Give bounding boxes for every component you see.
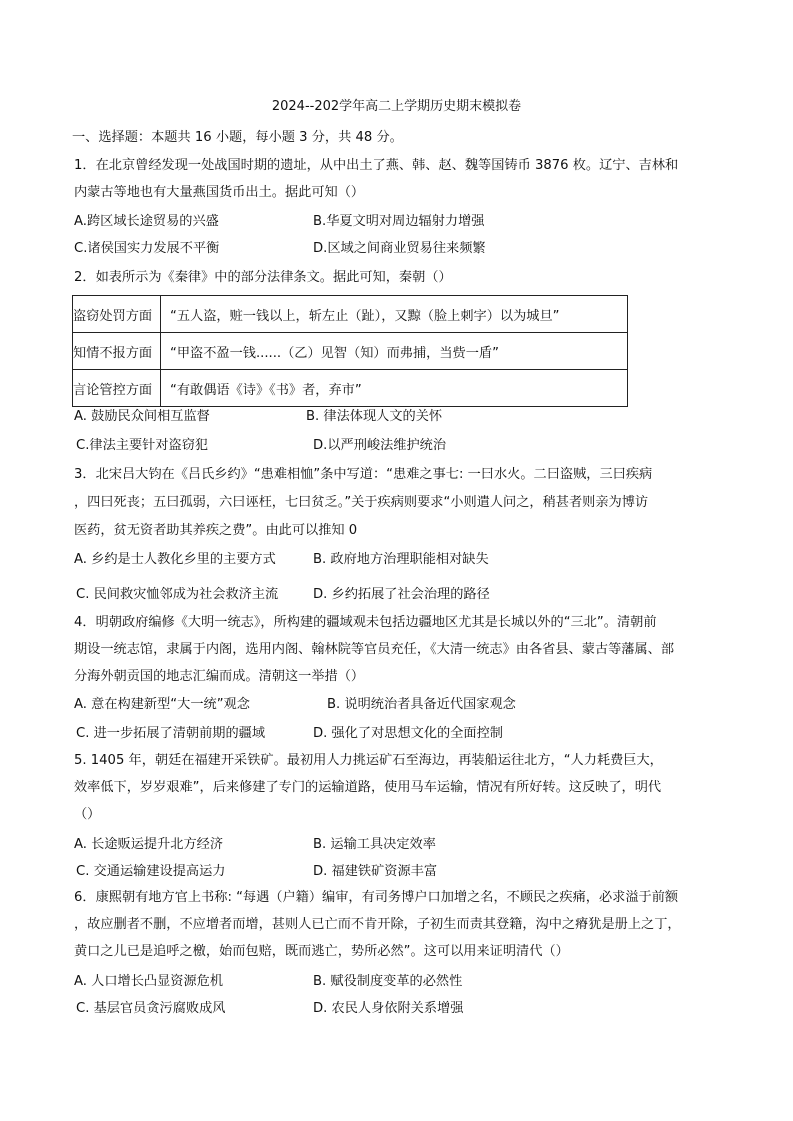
table-row-text: “有敢偶语《诗》《书》者，弃市” (161, 370, 628, 407)
q5-option-a: A. 长途贩运提升北方经济 (74, 837, 224, 852)
q3-option-c: C. 民间救灾恤邻成为社会救济主流 (76, 587, 279, 602)
q4-stem-line-1: 4．明朝政府编修《大明一统志》，所构建的疆域观未包括边疆地区尤其是长城以外的“三北”。清朝前 (74, 615, 657, 630)
q4-option-a: A. 意在构建新型“大一统”观念 (74, 697, 250, 712)
q3-option-a: A. 乡约是士人教化乡里的主要方式 (74, 552, 276, 567)
q6-option-b: B. 赋役制度变革的必然性 (313, 974, 463, 989)
q4-stem-line-2: 期设一统志馆，隶属于内阁，选用内阁、翰林院等官员充任，《大清一统志》由各省县、蒙古等藩属、部 (74, 642, 675, 657)
q1-option-a: A.跨区域长途贸易的兴盛 (74, 214, 219, 229)
q6-option-c: C. 基层官员贪污腐败成风 (76, 1001, 226, 1016)
page-title: 2024--202学年高二上学期历史期末模拟卷 (271, 99, 522, 114)
table-row-text: “甲盗不盈一钱......（乙）见智（知）而弗捕，当赀一盾” (161, 333, 628, 370)
table-row (73, 296, 628, 333)
q6-option-d: D. 农民人身依附关系增强 (313, 1001, 464, 1016)
q3-stem-line-1: 3．北宋吕大钧在《吕氏乡约》“患难相恤”条中写道：“患难之事七: 一曰水火。二曰盗贼，三曰疾病 (74, 467, 653, 482)
q2-option-a: A. 鼓励民众间相互监督 (74, 409, 210, 424)
q1-stem-line-2: 内蒙古等地也有大量燕国货币出土。据此可知（） (74, 185, 365, 200)
q6-stem-line-2: ，故应删者不删，不应增者而增，甚则人已亡而不肯开除，子初生而责其登籍，沟中之瘠犹是册上之丁， (74, 917, 681, 932)
table-row-text: “五人盗，赃一钱以上，斩左止（趾），又黥（脸上刺字）以为城旦” (161, 296, 628, 333)
q3-option-d: D. 乡约拓展了社会治理的路径 (313, 587, 490, 602)
q2-stem: 2．如表所示为《秦律》中的部分法律条文。据此可知，秦朝（） (74, 270, 452, 285)
table-row-label: 言论管控方面 (73, 370, 161, 407)
q3-option-b: B. 政府地方治理职能相对缺失 (313, 552, 489, 567)
qin-law-table (72, 295, 628, 407)
q1-option-b: B.华夏文明对周边辐射力增强 (313, 214, 485, 229)
q5-option-b: B. 运输工具决定效率 (313, 837, 436, 852)
q3-stem-line-2: ，四曰死丧；五曰孤弱，六曰诬枉，七曰贫乏。”关于疾病则要求“小则遣人问之，稍甚者则亲为博访 (74, 495, 649, 510)
q6-option-a: A. 人口增长凸显资源危机 (74, 974, 224, 989)
q6-stem-line-1: 6．康熙朝有地方官上书称: “每遇（户籍）编审，有司务博户口加增之名，不顾民之疾痛，必求溢于前额 (74, 890, 679, 905)
q5-stem-line-1: 5. 1405 年，朝廷在福建开采铁矿。最初用人力挑运矿石至海边，再装船运往北方，“人力耗费巨大， (74, 753, 663, 768)
section-heading: 一、选择题：本题共 16 小题，每小题 3 分，共 48 分。 (72, 130, 403, 145)
table-row-label: 盗窃处罚方面 (73, 296, 161, 333)
q4-option-d: D. 强化了对思想文化的全面控制 (313, 726, 503, 741)
q1-stem-line-1: 1．在北京曾经发现一处战国时期的遗址，从中出土了燕、韩、赵、魏等国铸币 3876 枚。辽宁、吉林和 (74, 158, 679, 173)
table-row (73, 333, 628, 370)
q5-stem-line-2: 效率低下，岁岁艰难”，后来修建了专门的运输道路，使用马车运输，情况有所好转。这反映了，明代 (74, 780, 662, 795)
q2-option-c: C.律法主要针对盗窃犯 (76, 438, 209, 453)
q1-option-d: D.区域之间商业贸易往来频繁 (313, 241, 486, 256)
q6-stem-line-3: 黄口之儿已是追呼之檄，始而包赔，既而逃亡，势所必然”。这可以用来证明清代（） (74, 944, 569, 959)
q4-option-c: C. 进一步拓展了清朝前期的疆域 (76, 726, 266, 741)
q4-stem-line-3: 分海外朝贡国的地志汇编而成。清朝这一举措（） (74, 669, 365, 684)
q3-stem-line-3: 医药，贫无资者助其养疾之费”。由此可以推知 0 (74, 523, 358, 538)
q2-option-b: B. 律法体现人文的关怀 (306, 409, 443, 424)
table-row-label: 知情不报方面 (73, 333, 161, 370)
q2-option-d: D.以严刑峻法维护统治 (313, 438, 447, 453)
table-row (73, 370, 628, 407)
q5-option-d: D. 福建铁矿资源丰富 (313, 864, 438, 879)
q5-stem-line-3: （） (74, 807, 101, 822)
q1-option-c: C.诸侯国实力发展不平衡 (74, 241, 220, 256)
q4-option-b: B. 说明统治者具备近代国家观念 (327, 697, 516, 712)
q5-option-c: C. 交通运输建设提高运力 (76, 864, 226, 879)
